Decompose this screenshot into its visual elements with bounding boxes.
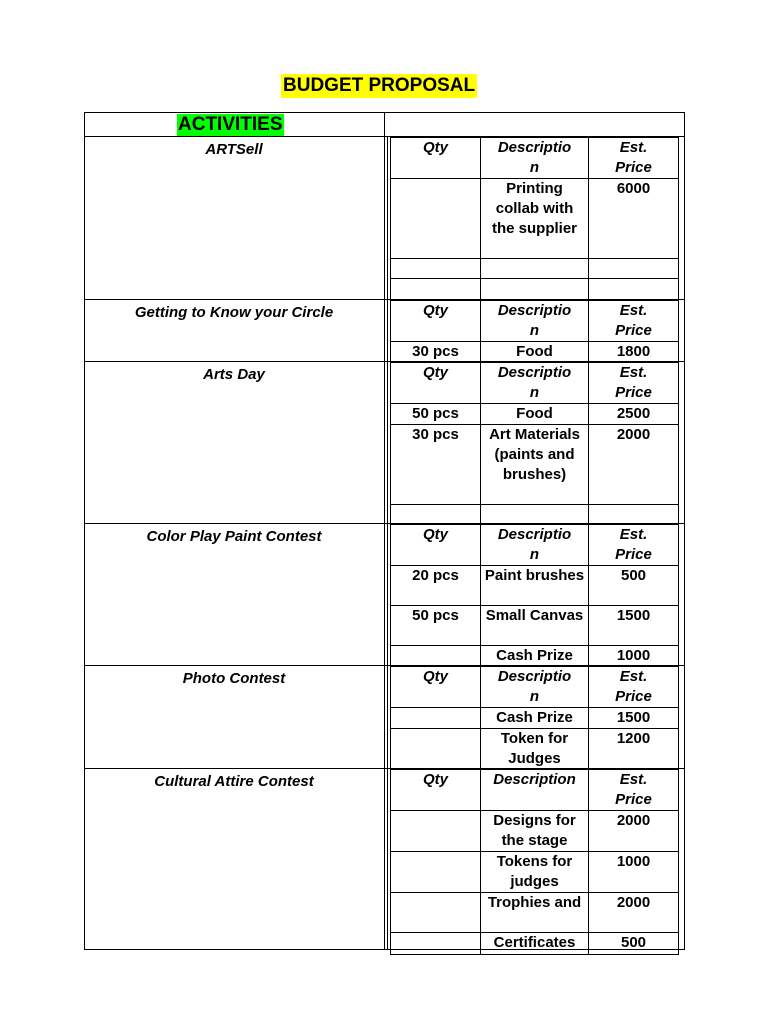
qty-cell xyxy=(391,811,481,852)
description-header: Descriptio n xyxy=(481,667,589,708)
price-cell: 1500 xyxy=(589,606,679,646)
qty-header: Qty xyxy=(391,363,481,404)
header-column-divider xyxy=(384,112,385,137)
description-cell: Trophies and xyxy=(481,893,589,933)
description-cell: Small Canvas xyxy=(481,606,589,646)
table-row xyxy=(391,811,679,852)
table-row xyxy=(391,852,679,893)
price-cell: 1000 xyxy=(589,646,679,667)
price-cell: 2500 xyxy=(589,404,679,425)
price-cell: 500 xyxy=(589,566,679,606)
price-cell: 1500 xyxy=(589,708,679,729)
description-cell: Food xyxy=(481,342,589,363)
price-header: Est. Price xyxy=(589,138,679,179)
activities-header: ACTIVITIES xyxy=(178,114,283,135)
right-inner-border xyxy=(678,137,679,299)
description-cell: Cash Prize xyxy=(481,646,589,667)
right-inner-border xyxy=(678,524,679,665)
price-cell xyxy=(589,505,679,525)
qty-cell xyxy=(391,708,481,729)
description-header: Descriptio n xyxy=(481,138,589,179)
activity-name: Cultural Attire Contest xyxy=(154,773,314,790)
activity-section xyxy=(84,361,685,523)
activity-name: Photo Contest xyxy=(182,670,286,687)
table-row xyxy=(391,566,679,606)
price-header: Est. Price xyxy=(589,363,679,404)
column-divider xyxy=(384,137,388,299)
page-title: BUDGET PROPOSAL xyxy=(283,75,476,96)
column-divider xyxy=(384,300,388,361)
items-grid xyxy=(390,137,679,300)
column-header-row xyxy=(391,363,679,404)
table-row xyxy=(391,404,679,425)
column-divider xyxy=(384,666,388,768)
price-cell: 1000 xyxy=(589,852,679,893)
right-inner-border xyxy=(678,300,679,361)
right-inner-border xyxy=(678,769,679,950)
price-cell: 500 xyxy=(589,933,679,955)
description-cell xyxy=(481,505,589,525)
column-divider xyxy=(384,362,388,523)
items-grid xyxy=(390,666,679,770)
table-row xyxy=(391,279,679,300)
qty-header: Qty xyxy=(391,525,481,566)
activity-section xyxy=(84,665,685,768)
price-cell: 1800 xyxy=(589,342,679,363)
price-header: Est. Price xyxy=(589,770,679,811)
activity-name: Color Play Paint Contest xyxy=(146,528,322,545)
description-cell: Token for Judges xyxy=(481,729,589,770)
column-header-row xyxy=(391,770,679,811)
description-header: Description xyxy=(481,770,589,811)
qty-cell: 30 pcs xyxy=(391,342,481,363)
table-row xyxy=(391,606,679,646)
column-header-row xyxy=(391,138,679,179)
price-cell xyxy=(589,279,679,300)
column-header-row xyxy=(391,525,679,566)
qty-cell: 50 pcs xyxy=(391,404,481,425)
price-header: Est. Price xyxy=(589,525,679,566)
table-row xyxy=(391,708,679,729)
qty-header: Qty xyxy=(391,138,481,179)
price-header: Est. Price xyxy=(589,301,679,342)
activity-section xyxy=(84,523,685,665)
column-divider xyxy=(384,524,388,665)
description-cell: Tokens for judges xyxy=(481,852,589,893)
price-cell: 2000 xyxy=(589,893,679,933)
price-cell: 1200 xyxy=(589,729,679,770)
qty-cell xyxy=(391,729,481,770)
qty-cell xyxy=(391,893,481,933)
activity-name: Arts Day xyxy=(203,366,265,383)
qty-cell xyxy=(391,279,481,300)
description-header: Descriptio n xyxy=(481,525,589,566)
activity-section xyxy=(84,137,685,299)
table-row xyxy=(391,646,679,667)
price-cell: 2000 xyxy=(589,811,679,852)
activity-section xyxy=(84,299,685,361)
table-row xyxy=(391,505,679,525)
activity-name: ARTSell xyxy=(205,141,263,158)
qty-cell xyxy=(391,646,481,667)
description-cell: Designs for the stage xyxy=(481,811,589,852)
qty-cell: 20 pcs xyxy=(391,566,481,606)
right-inner-border xyxy=(678,666,679,768)
items-grid xyxy=(390,524,679,667)
price-cell xyxy=(589,259,679,279)
table-row xyxy=(391,729,679,770)
table-row xyxy=(391,893,679,933)
column-header-row xyxy=(391,667,679,708)
qty-cell: 30 pcs xyxy=(391,425,481,505)
description-cell: Food xyxy=(481,404,589,425)
description-cell xyxy=(481,259,589,279)
qty-cell xyxy=(391,933,481,955)
column-divider xyxy=(384,769,388,950)
items-grid xyxy=(390,769,679,955)
qty-header: Qty xyxy=(391,301,481,342)
price-header: Est. Price xyxy=(589,667,679,708)
description-cell: Certificates xyxy=(481,933,589,955)
table-row xyxy=(391,179,679,259)
table-row xyxy=(391,342,679,363)
items-grid xyxy=(390,362,679,525)
table-row xyxy=(391,425,679,505)
description-cell: Art Materials (paints and brushes) xyxy=(481,425,589,505)
description-cell: Printing collab with the supplier xyxy=(481,179,589,259)
description-cell xyxy=(481,279,589,300)
description-cell: Cash Prize xyxy=(481,708,589,729)
qty-cell xyxy=(391,179,481,259)
price-cell: 2000 xyxy=(589,425,679,505)
qty-cell: 50 pcs xyxy=(391,606,481,646)
qty-cell xyxy=(391,259,481,279)
qty-cell xyxy=(391,505,481,525)
qty-cell xyxy=(391,852,481,893)
table-row xyxy=(391,259,679,279)
table-row xyxy=(391,933,679,955)
activity-section xyxy=(84,768,685,950)
description-cell: Paint brushes xyxy=(481,566,589,606)
qty-header: Qty xyxy=(391,770,481,811)
column-header-row xyxy=(391,301,679,342)
price-cell: 6000 xyxy=(589,179,679,259)
items-grid xyxy=(390,300,679,363)
description-header: Descriptio n xyxy=(481,363,589,404)
right-inner-border xyxy=(678,362,679,523)
description-header: Descriptio n xyxy=(481,301,589,342)
activity-name: Getting to Know your Circle xyxy=(134,304,334,321)
qty-header: Qty xyxy=(391,667,481,708)
